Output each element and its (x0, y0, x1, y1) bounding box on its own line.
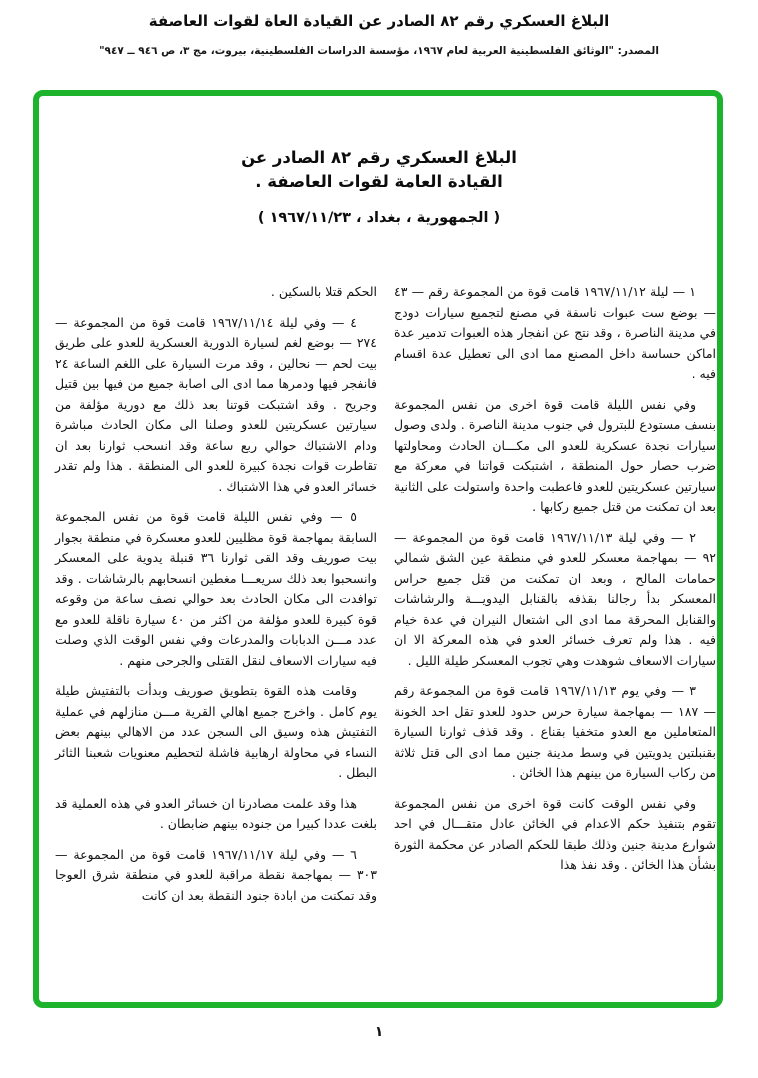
paragraph: ١ — ليلة ١٩٦٧/١١/١٢ قامت قوة من المجموعة رقم — ٤٣ — بوضع ست عبوات ناسفة في مصنع لتجميع سيارات دودج في مدينة الناصرة ، وقد نتج عن انفجار هذه العبوات تدمير عدة اماكن حساسة داخل المصنع مما ادى الى تعطيل عدة اقسام فيه . (394, 284, 716, 381)
paragraph: ٤ — وفي ليلة ١٩٦٧/١١/١٤ قامت قوة من المجموعة — ٢٧٤ — بوضع لغم لسيارة الدورية العسكرية للعدو على طريق بيت لحم — نحالين ، وقد مرت السيارة على اللغم الساعة ٢٤ فانفجر فيها ودمرها مما ادى الى اصابة جميع من فيها بين قتيل وجريح . وقد اشتبكت قوتنا بعد ذلك مع دورية مؤلفة من سيارتين عسكريتين للعدو وصلنا الى مكان الحادث مباشرة ودام الاشتباك حوالي ربع ساعة وقد انسحب ثوارنا بعد ان تقاطرت قوات نجدة كبيرة للعدو الى المنطقة . هذا ولم تقدر خسائر العدو في هذا الاشتباك . (55, 314, 377, 494)
paragraph: ٢ — وفي ليلة ١٩٦٧/١١/١٣ قامت قوة من المجموعة — ٩٢ — بمهاجمة معسكر للعدو في منطقة عين الشق شمالي حمامات المالح ، وبعد ان تمكنت من قتل جميع حراس المعسكر بدأ رجالنا بقذفه بالقنابل اليدويـــة والرشاشات والقنابل المحرقة مما ادى الى اشتعال النيران في عدة خيام فيه . هذا ولم تعرف خسائر العدو في هذه المعركة الا ان سيارات الاسعاف شوهدت وهي تجوب المعسكر طيلة الليل . (394, 529, 716, 668)
paragraph: الحكم قتلا بالسكين . (270, 284, 377, 299)
paragraph: وفي نفس الليلة قامت قوة اخرى من نفس المجموعة بنسف مستودع للبترول في جنوب مدينة الناصرة . ولدى وصول سيارات نجدة عسكرية للعدو الى مكـــان الحادث ومحاولتها ضرب حصار حول المنطقة ، اشتبكت قواتنا في معركة مع سيارتين عسكريتين للعدو فاعطبت واحدة واستولت على الثانية بعد ان تمكنت من قتل جميع ركابها . (394, 396, 716, 514)
document-dateline: ( الجمهورية ، بغداد ، ١٩٦٧/١١/٢٣ ) (257, 210, 501, 226)
paragraph: ٣ — وفي يوم ١٩٦٧/١١/١٣ قامت قوة من المجموعة رقم — ١٨٧ — بمهاجمة سيارة حرس حدود للعدو تقل احد الخونة المتعاملين مع العدو متخفيا بقناع . وقد قذف ثوارنا السيارة بقنبلتين يدويتين في وسط مدينة جنين مما ادى الى قتل ثلاثة من ركاب السيارة من بينهم هذا الخائن . (394, 683, 716, 780)
paragraph: ٥ — وفي نفس الليلة قامت قوة من نفس المجموعة السابقة بمهاجمة قوة مظليين للعدو معسكرة في منطقة بجوار بيت صوريف وقد القى ثوارنا ٣٦ قنبلة يدوية على المعسكر وانسحبوا بعد ذلك سريعـــا مغطين انسحابهم بالرشاشات . وقد توافدت الى مكان الحادث بعد حوالي نصف ساعة من وقوعه قوة كبيرة للعدو مؤلفة من اكثر من ٤٠ سيارة ناقلة للعدو مع عدد مـــن الدبابات والمدرعات وفي نفس الوقت الذي وصلت فيه سيارات الاسعاف لنقل القتلى والجرحى منهم . (55, 509, 378, 668)
page-number: ١ (374, 1024, 384, 1040)
header-title: البلاغ العسكري رقم ٨٢ الصادر عن القيادة العاة لقوات العاصفة (148, 12, 610, 30)
body-column-right (394, 282, 716, 886)
paragraph: وفي نفس الوقت كانت قوة اخرى من نفس المجموعة تقوم بتنفيذ حكم الاعدام في الخائن عادل متقـــال في احد شوارع مدينة جنين وذلك طبقا للحكم الصادر عن محكمة الثورة بشأن هذا الخائن . وقد نفذ هذا (394, 795, 716, 872)
document-title-line1: البلاغ العسكري رقم ٨٢ الصادر عن (241, 148, 517, 167)
paragraph: وقامت هذه القوة بتطويق صوريف وبدأت بالتفتيش طيلة يوم كامل . واخرج جميع اهالي القرية مـــن منازلهم في عملية التفتيش هذه وسيق الى السجن عدد من الاهالي بينهم بعض النساء في محاولة ارهابية فاشلة لتحطيم معنويات شعبنا الثائر البطل . (55, 683, 377, 780)
paragraph: ٦ — وفي ليلة ١٩٦٧/١١/١٧ قامت قوة من المجموعة — ٣٠٣ — بمهاجمة نقطة مراقبة للعدو في منطقة شرق العوجا وقد تمكنت من ابادة جنود النقطة بعد ان كانت (55, 846, 377, 903)
paragraph: هذا وقد علمت مصادرنا ان خسائر العدو في هذه العملية قد بلغت عددا كبيرا من جنوده بينهم ضابطان . (55, 795, 377, 831)
document-title (0, 146, 758, 194)
source-citation: المصدر: "الوثائق الفلسطينية العربية لعام ١٩٦٧، مؤسسة الدراسات الفلسطينية، بيروت، مج ٣، ص ٩٤٦ ــ ٩٤٧" (99, 45, 659, 57)
document-title-line2: القيادة العامة لقوات العاصفة . (255, 172, 503, 191)
body-column-left (55, 282, 377, 916)
